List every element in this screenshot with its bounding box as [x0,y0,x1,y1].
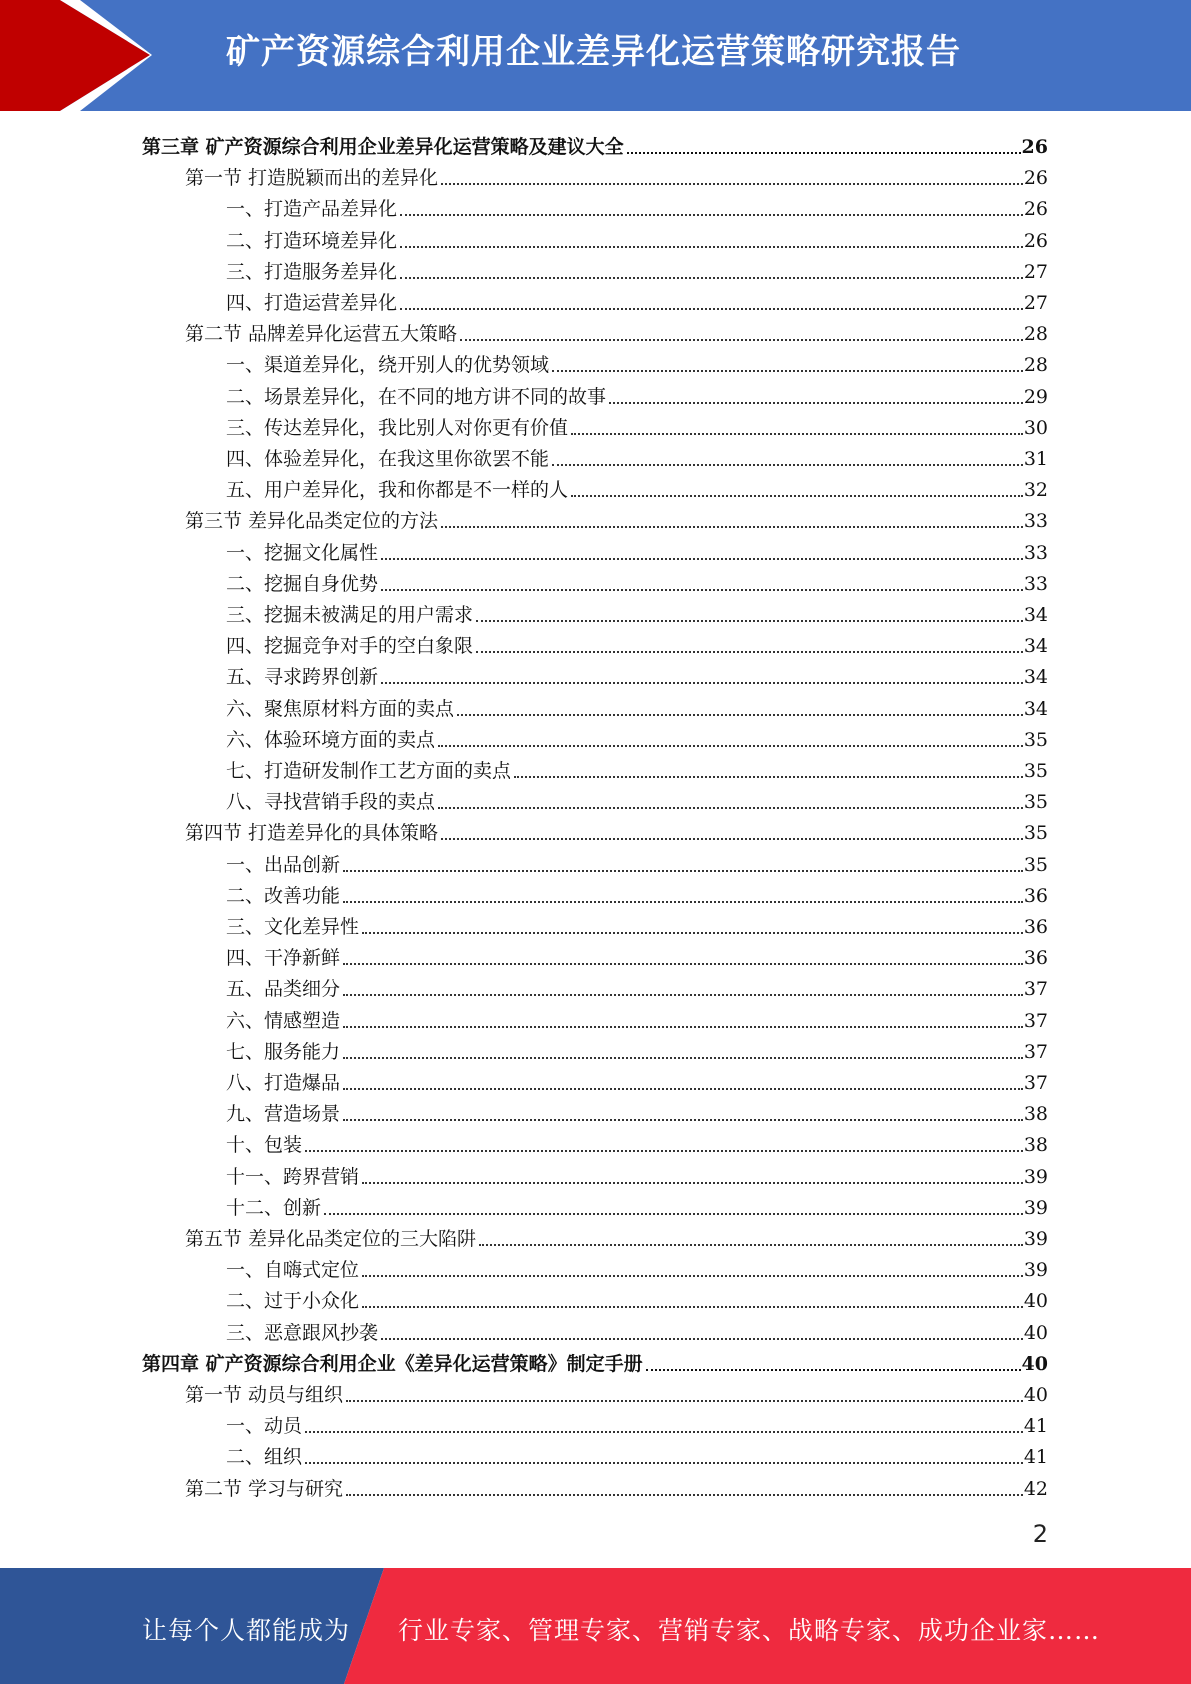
toc-item-entry[interactable] [226,658,1048,689]
toc-item-entry[interactable] [226,1002,1048,1033]
toc-entry-title: 一、出品创新 [226,853,341,876]
toc-entry-title: 四、打造运营差异化 [226,292,398,314]
toc-entry-page: 26 [1021,136,1048,158]
toc-dot-leader [305,1150,1023,1152]
toc-dot-leader [305,1462,1023,1464]
toc-dot-leader [381,682,1023,684]
toc-item-entry[interactable] [226,1158,1048,1189]
toc-entry-title: 六、聚焦原材料方面的卖点 [226,697,455,720]
toc-dot-leader [400,246,1023,248]
toc-dot-leader [627,152,1021,154]
toc-dot-leader [400,308,1023,310]
toc-item-entry[interactable] [226,721,1048,752]
toc-entry-page: 34 [1023,666,1048,689]
toc-dot-leader [343,901,1023,903]
toc-entry-title: 七、打造研发制作工艺方面的卖点 [226,760,512,782]
toc-entry-title: 三、恶意跟风抄袭 [226,1321,379,1344]
toc-entry-title: 十二、创新 [226,1196,322,1219]
toc-dot-leader [343,1119,1023,1121]
toc-entry-title: 八、打造爆品 [226,1072,341,1094]
red-chevron-graphic [0,0,160,111]
toc-dot-leader [460,339,1023,341]
toc-entry-page: 37 [1023,1072,1048,1094]
toc-entry-title: 四、干净新鲜 [226,947,341,970]
toc-entry-title: 一、打造产品差异化 [226,198,398,221]
toc-entry-title: 五、用户差异化，我和你都是不一样的人 [226,479,569,502]
toc-entry-title: 八、寻找营销手段的卖点 [226,791,436,814]
footer-slogan-right: 行业专家、管理专家、营销专家、战略专家、成功企业家…… [398,1616,1101,1645]
toc-entry-title: 第四章 矿产资源综合利用企业《差异化运营策略》制定手册 [142,1352,643,1375]
toc-entry-title: 九、营造场景 [226,1103,341,1126]
toc-entry-page: 35 [1023,760,1048,782]
toc-dot-leader [343,994,1023,996]
toc-chapter-entry[interactable] [142,128,1048,159]
toc-entry-title: 第三章 矿产资源综合利用企业差异化运营策略及建议大全 [142,136,624,158]
toc-item-entry[interactable] [226,1251,1048,1282]
toc-item-entry[interactable] [226,783,1048,814]
toc-item-entry[interactable] [226,1314,1048,1345]
toc-dot-leader [346,1494,1023,1496]
toc-entry-title: 一、动员 [226,1415,303,1438]
toc-section-entry[interactable] [185,1470,1048,1501]
toc-item-entry[interactable] [226,284,1048,315]
toc-item-entry[interactable] [226,846,1048,877]
toc-section-entry[interactable] [185,814,1048,845]
toc-item-entry[interactable] [226,908,1048,939]
toc-entry-title: 第二节 学习与研究 [185,1477,344,1500]
toc-dot-leader [343,1057,1023,1059]
toc-dot-leader [343,963,1023,965]
toc-entry-title: 三、打造服务差异化 [226,260,398,283]
toc-entry-page: 33 [1023,572,1048,595]
toc-entry-title: 第五节 差异化品类定位的三大陷阱 [185,1228,477,1250]
toc-entry-page: 35 [1023,791,1048,814]
toc-entry-title: 三、挖掘未被满足的用户需求 [226,604,474,626]
toc-item-entry[interactable] [226,440,1048,471]
toc-item-entry[interactable] [226,970,1048,1001]
toc-item-entry[interactable] [226,877,1048,908]
footer-slogan-left: 让每个人都能成为 [142,1616,351,1645]
toc-dot-leader [552,370,1023,372]
toc-entry-title: 第一节 动员与组织 [185,1384,344,1406]
report-title: 矿产资源综合利用企业差异化运营策略研究报告 [226,32,961,72]
toc-dot-leader [571,433,1023,435]
toc-dot-leader [457,714,1023,716]
toc-item-entry[interactable] [226,690,1048,721]
toc-section-entry[interactable] [185,1376,1048,1407]
toc-dot-leader [400,277,1023,279]
toc-entry-page: 42 [1023,1477,1048,1500]
toc-section-entry[interactable] [185,315,1048,346]
toc-entry-page: 36 [1023,947,1048,970]
toc-section-entry[interactable] [185,159,1048,190]
toc-entry-page: 33 [1023,541,1048,564]
toc-dot-leader [479,1244,1023,1246]
toc-entry-page: 29 [1023,385,1048,408]
toc-dot-leader [324,1213,1023,1215]
toc-dot-leader [362,1275,1023,1277]
toc-chapter-entry[interactable] [142,1345,1048,1376]
toc-dot-leader [362,932,1023,934]
toc-item-entry[interactable] [226,596,1048,627]
toc-entry-page: 26 [1023,198,1048,221]
page-footer [0,1568,1191,1684]
toc-dot-leader [305,1431,1023,1433]
toc-entry-page: 37 [1023,978,1048,1001]
toc-item-entry[interactable] [226,1033,1048,1064]
toc-entry-title: 七、服务能力 [226,1040,341,1063]
toc-item-entry[interactable] [226,1407,1048,1438]
toc-entry-title: 第三节 差异化品类定位的方法 [185,510,439,533]
toc-item-entry[interactable] [226,409,1048,440]
toc-dot-leader [514,776,1023,778]
toc-dot-leader [343,1088,1023,1090]
toc-dot-leader [476,651,1023,653]
toc-section-entry[interactable] [185,1220,1048,1251]
toc-item-entry[interactable] [226,1064,1048,1095]
toc-entry-page: 34 [1023,604,1048,626]
toc-item-entry[interactable] [226,939,1048,970]
toc-entry-page: 40 [1023,1321,1048,1344]
toc-entry-page: 41 [1023,1415,1048,1438]
toc-entry-page: 39 [1023,1165,1048,1188]
toc-dot-leader [441,183,1023,185]
toc-entry-title: 二、挖掘自身优势 [226,572,379,595]
toc-entry-title: 四、体验差异化，在我这里你欲罢不能 [226,448,550,470]
toc-item-entry[interactable] [226,253,1048,284]
toc-dot-leader [400,214,1023,216]
toc-entry-page: 33 [1023,510,1048,533]
toc-item-entry[interactable] [226,471,1048,502]
toc-item-entry[interactable] [226,346,1048,377]
toc-dot-leader [381,1338,1023,1340]
toc-entry-page: 34 [1023,697,1048,720]
toc-entry-page: 30 [1023,416,1048,439]
toc-entry-page: 36 [1023,916,1048,938]
toc-dot-leader [438,807,1023,809]
toc-entry-page: 35 [1023,728,1048,751]
toc-entry-title: 六、体验环境方面的卖点 [226,728,436,751]
toc-entry-page: 38 [1023,1134,1048,1157]
toc-entry-title: 二、改善功能 [226,884,341,907]
toc-dot-leader [362,1182,1023,1184]
toc-item-entry[interactable] [226,1438,1048,1469]
toc-dot-leader [381,589,1023,591]
toc-entry-title: 十一、跨界营销 [226,1165,360,1188]
toc-item-entry[interactable] [226,222,1048,253]
toc-entry-title: 五、寻求跨界创新 [226,666,379,689]
toc-entry-title: 一、挖掘文化属性 [226,541,379,564]
toc-dot-leader [476,620,1023,622]
toc-entry-title: 第四节 打造差异化的具体策略 [185,822,439,845]
toc-dot-leader [552,464,1023,466]
toc-entry-title: 第二节 品牌差异化运营五大策略 [185,323,458,346]
toc-entry-page: 39 [1023,1259,1048,1282]
toc-entry-title: 二、打造环境差异化 [226,229,398,252]
toc-entry-title: 一、自嗨式定位 [226,1259,360,1282]
toc-entry-title: 第一节 打造脱颖而出的差异化 [185,167,439,190]
toc-dot-leader [381,558,1023,560]
toc-dot-leader [441,838,1023,840]
toc-dot-leader [609,402,1023,404]
toc-entry-page: 40 [1021,1352,1048,1375]
toc-entry-page: 38 [1023,1103,1048,1126]
toc-section-entry[interactable] [185,502,1048,533]
toc-dot-leader [441,526,1023,528]
toc-dot-leader [362,1306,1023,1308]
toc-entry-page: 35 [1023,853,1048,876]
toc-item-entry[interactable] [226,190,1048,221]
toc-entry-page: 32 [1023,479,1048,502]
toc-entry-title: 二、过于小众化 [226,1290,360,1313]
toc-entry-title: 二、组织 [226,1446,303,1469]
toc-entry-title: 二、场景差异化，在不同的地方讲不同的故事 [226,385,607,408]
toc-item-entry[interactable] [226,1189,1048,1220]
toc-entry-page: 36 [1023,884,1048,907]
toc-entry-title: 三、文化差异性 [226,916,360,938]
toc-entry-title: 四、挖掘竞争对手的空白象限 [226,635,474,658]
toc-item-entry[interactable] [226,378,1048,409]
toc-entry-title: 五、品类细分 [226,978,341,1001]
toc-entry-page: 35 [1023,822,1048,845]
toc-item-entry[interactable] [226,752,1048,783]
page-number: 2 [1032,1520,1048,1548]
toc-entry-page: 40 [1023,1290,1048,1313]
toc-entry-page: 26 [1023,229,1048,252]
toc-item-entry[interactable] [226,627,1048,658]
toc-dot-leader [438,745,1023,747]
toc-entry-page: 34 [1023,635,1048,658]
toc-entry-page: 39 [1023,1228,1048,1250]
toc-entry-title: 一、渠道差异化，绕开别人的优势领域 [226,354,550,377]
toc-entry-page: 37 [1023,1040,1048,1063]
toc-entry-title: 三、传达差异化，我比别人对你更有价值 [226,416,569,439]
toc-item-entry[interactable] [226,1095,1048,1126]
toc-item-entry[interactable] [226,534,1048,565]
page-header [0,0,1191,111]
toc-entry-page: 31 [1023,448,1048,470]
toc-dot-leader [343,1026,1023,1028]
toc-entry-title: 六、情感塑造 [226,1009,341,1032]
toc-entry-page: 27 [1023,292,1048,314]
toc-entry-title: 十、包装 [226,1134,303,1157]
toc-entry-page: 28 [1023,323,1048,346]
toc-item-entry[interactable] [226,1282,1048,1313]
toc-entry-page: 40 [1023,1384,1048,1406]
toc-item-entry[interactable] [226,1126,1048,1157]
toc-dot-leader [346,1400,1023,1402]
toc-entry-page: 37 [1023,1009,1048,1032]
toc-entry-page: 26 [1023,167,1048,190]
toc-entry-page: 27 [1023,260,1048,283]
toc-entry-page: 28 [1023,354,1048,377]
toc-dot-leader [571,495,1023,497]
toc-dot-leader [646,1369,1021,1371]
toc-entry-page: 39 [1023,1196,1048,1219]
toc-dot-leader [343,870,1023,872]
toc-item-entry[interactable] [226,565,1048,596]
toc-entry-page: 41 [1023,1446,1048,1469]
